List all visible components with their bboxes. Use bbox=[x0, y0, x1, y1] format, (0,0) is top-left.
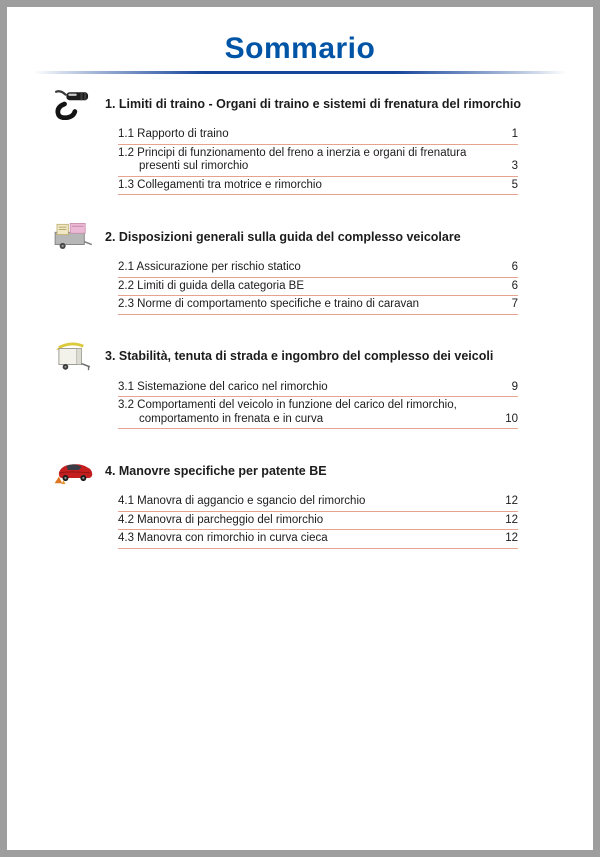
toc-item bbox=[118, 261, 518, 278]
section-heading-row bbox=[52, 341, 593, 373]
toc bbox=[52, 88, 593, 549]
toc-item-page-number: 5 bbox=[511, 178, 518, 191]
toc-item-label: 2.3 Norme di comportamento specifiche e traino di caravan bbox=[118, 298, 420, 310]
toc-item bbox=[118, 128, 518, 145]
section-heading: 1. Limiti di traino - Organi di traino e sistemi di frenatura del rimorchio bbox=[105, 96, 522, 111]
toc-item-label: 3.2 Comportamenti del veicolo in funzione del carico del rimorchio, comportamento in frenata e in curva bbox=[118, 399, 457, 425]
toc-item-label: 2.1 Assicurazione per rischio statico bbox=[118, 261, 301, 273]
toc-item-page-number: 12 bbox=[505, 513, 518, 526]
box-trailer-icon bbox=[52, 341, 105, 373]
section-items bbox=[118, 128, 518, 195]
document-title: Sommario bbox=[224, 32, 376, 65]
toc-item-label: 2.2 Limiti di guida della categoria BE bbox=[118, 279, 305, 292]
section-items bbox=[118, 495, 518, 549]
section-heading-row bbox=[52, 88, 593, 120]
section-heading: 2. Disposizioni generali sulla guida del complesso veicolare bbox=[105, 229, 461, 244]
toc-item-page-number: 3 bbox=[511, 160, 518, 172]
toc-item-label: 4.1 Manovra di aggancio e sgancio del rimorchio bbox=[118, 495, 366, 507]
document-page bbox=[7, 7, 593, 850]
toc-item bbox=[118, 495, 518, 512]
toc-item-label: 1.3 Collegamenti tra motrice e rimorchio bbox=[118, 178, 322, 191]
toc-section bbox=[52, 221, 593, 315]
toc-section bbox=[52, 455, 593, 549]
trailer-documents-icon bbox=[52, 221, 105, 253]
section-items bbox=[118, 381, 518, 430]
toc-item-page-number: 12 bbox=[505, 495, 518, 507]
toc-item bbox=[118, 179, 518, 196]
section-heading-row bbox=[52, 221, 593, 253]
toc-section bbox=[52, 341, 593, 430]
toc-item bbox=[118, 399, 518, 429]
toc-item bbox=[118, 514, 518, 531]
section-items bbox=[118, 261, 518, 315]
section-heading: 4. Manovre specifiche per patente BE bbox=[105, 463, 327, 478]
section-heading-row bbox=[52, 455, 593, 487]
toc-section bbox=[52, 88, 593, 195]
toc-item-label: 4.2 Manovra di parcheggio del rimorchio bbox=[118, 513, 324, 526]
toc-item bbox=[118, 532, 518, 549]
section-heading: 3. Stabilità, tenuta di strada e ingombro del complesso dei veicoli bbox=[105, 349, 494, 363]
toc-item-page-number: 1 bbox=[511, 128, 518, 140]
title-divider bbox=[33, 71, 567, 74]
toc-item bbox=[118, 147, 518, 177]
toc-item-page-number: 10 bbox=[505, 412, 518, 425]
toc-item-page-number: 7 bbox=[511, 298, 518, 310]
toc-item-page-number: 6 bbox=[511, 261, 518, 273]
toc-item-page-number: 9 bbox=[511, 380, 518, 393]
red-car-icon bbox=[52, 455, 105, 487]
toc-item bbox=[118, 298, 518, 315]
toc-item-label: 1.1 Rapporto di traino bbox=[118, 128, 229, 140]
toc-item-label: 1.2 Principi di funzionamento del freno a inerzia e organi di frenatura presenti sul rimorchio bbox=[118, 146, 467, 172]
toc-item-page-number: 6 bbox=[511, 279, 518, 292]
tow-hitch-icon bbox=[52, 88, 105, 120]
toc-item bbox=[118, 381, 518, 398]
toc-item-page-number: 12 bbox=[505, 532, 518, 544]
toc-item bbox=[118, 280, 518, 297]
toc-item-label: 4.3 Manovra con rimorchio in curva cieca bbox=[118, 532, 328, 544]
toc-item-label: 3.1 Sistemazione del carico nel rimorchio bbox=[118, 380, 328, 393]
